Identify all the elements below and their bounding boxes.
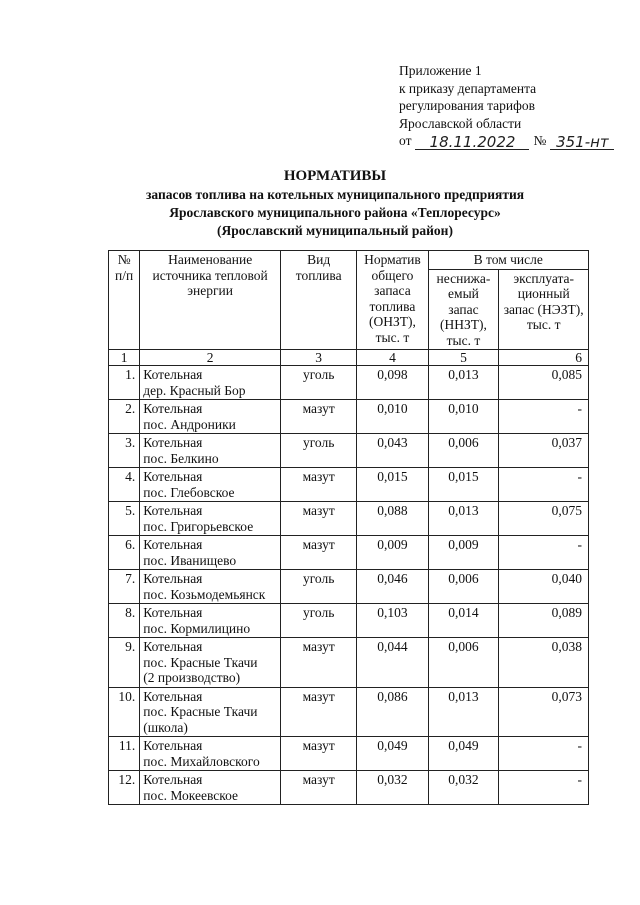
nnzt-value: 0,006 <box>428 638 499 688</box>
onzt-value: 0,088 <box>357 502 428 536</box>
title-line: Ярославского муниципального района «Теплоресурс» <box>169 205 501 220</box>
source-name-line: (2 производство) <box>143 670 241 685</box>
source-name-line: пос. Белкино <box>143 450 219 466</box>
source-name-line: (школа) <box>143 719 188 735</box>
onzt-value: 0,103 <box>357 604 428 638</box>
onzt-value: 0,043 <box>357 434 428 468</box>
source-name <box>140 771 281 805</box>
source-name-line: пос. Козьмодемьянск <box>143 586 266 602</box>
appendix-line: регулирования тарифов <box>399 98 536 113</box>
header-nezt: эксплуата-ционный запас (НЭЗТ), тыс. т <box>499 269 589 350</box>
source-name-line: пос. Григорьевское <box>143 518 254 534</box>
source-name-line: пос. Красные Ткачи <box>143 704 258 719</box>
nezt-value: 0,085 <box>499 366 589 400</box>
table-row <box>109 502 589 536</box>
column-index: 1 <box>109 350 140 366</box>
row-number: 3. <box>109 434 140 468</box>
source-name-line: Котельная <box>143 537 203 552</box>
source-name <box>140 687 281 737</box>
handwritten-number: 351-нт <box>550 135 614 150</box>
onzt-value: 0,046 <box>357 570 428 604</box>
fuel-type: мазут <box>280 638 356 688</box>
nnzt-value: 0,013 <box>428 366 499 400</box>
table-row <box>109 570 589 604</box>
source-name <box>140 400 281 434</box>
table-row <box>109 737 589 771</box>
table-row <box>109 687 589 737</box>
source-name-line: Котельная <box>143 738 203 753</box>
table-row <box>109 400 589 434</box>
column-index: 4 <box>357 350 428 366</box>
row-number: 1. <box>109 366 140 400</box>
nnzt-value: 0,015 <box>428 468 499 502</box>
row-number: 9. <box>109 638 140 688</box>
header-no: № п/п <box>109 251 140 350</box>
table-row <box>109 604 589 638</box>
nezt-value: - <box>499 400 589 434</box>
order-date-number <box>399 132 629 150</box>
header-onzt: Норматив общего запаса топлива (ОНЗТ), тыс. т <box>357 251 428 350</box>
source-name <box>140 604 281 638</box>
table-row <box>109 771 589 805</box>
header-fuel: Вид топлива <box>280 251 356 350</box>
title-line: (Ярославский муниципальный район) <box>217 223 453 238</box>
source-name-line: Котельная <box>143 688 203 704</box>
source-name-line: Котельная <box>143 401 203 416</box>
onzt-value: 0,009 <box>357 536 428 570</box>
source-name-line: Котельная <box>143 367 203 382</box>
onzt-value: 0,044 <box>357 638 428 688</box>
nezt-value: - <box>499 536 589 570</box>
onzt-value: 0,010 <box>357 400 428 434</box>
column-index-row <box>109 350 589 366</box>
fuel-type: уголь <box>280 366 356 400</box>
nnzt-value: 0,009 <box>428 536 499 570</box>
source-name <box>140 502 281 536</box>
source-name-line: Котельная <box>143 469 203 484</box>
nnzt-value: 0,013 <box>428 502 499 536</box>
fuel-type: уголь <box>280 570 356 604</box>
source-name <box>140 536 281 570</box>
handwritten-date: 18.11.2022 <box>415 135 529 150</box>
document-title <box>60 166 610 240</box>
table-row <box>109 366 589 400</box>
source-name <box>140 570 281 604</box>
source-name <box>140 366 281 400</box>
source-name-line: пос. Михайловского <box>143 753 260 769</box>
fuel-reserve-table <box>108 250 589 805</box>
nezt-value: 0,075 <box>499 502 589 536</box>
nezt-value: - <box>499 468 589 502</box>
fuel-type: мазут <box>280 771 356 805</box>
column-index: 3 <box>280 350 356 366</box>
source-name-line: Котельная <box>143 605 203 620</box>
nnzt-value: 0,006 <box>428 570 499 604</box>
nezt-value: 0,040 <box>499 570 589 604</box>
fuel-type: мазут <box>280 536 356 570</box>
nezt-value: 0,089 <box>499 604 589 638</box>
title-main: НОРМАТИВЫ <box>283 168 387 184</box>
source-name-line: дер. Красный Бор <box>143 382 246 398</box>
row-number: 8. <box>109 604 140 638</box>
nnzt-value: 0,032 <box>428 771 499 805</box>
source-name <box>140 434 281 468</box>
source-name-line: Котельная <box>143 772 203 787</box>
table-row <box>109 468 589 502</box>
row-number: 5. <box>109 502 140 536</box>
fuel-type: мазут <box>280 468 356 502</box>
nezt-value: - <box>499 771 589 805</box>
nezt-value: 0,073 <box>499 687 589 737</box>
source-name <box>140 737 281 771</box>
source-name-line: Котельная <box>143 639 203 654</box>
row-number: 12. <box>109 771 140 805</box>
header-group: В том числе <box>428 251 588 270</box>
nnzt-value: 0,010 <box>428 400 499 434</box>
source-name-line: Котельная <box>143 503 203 518</box>
table-header-row <box>109 251 589 270</box>
source-name-line: пос. Красные Ткачи <box>143 654 258 670</box>
source-name-line: пос. Кормилицино <box>143 620 251 636</box>
appendix-line: Ярославской области <box>399 115 522 131</box>
header-nnzt: неснижа-емый запас (ННЗТ), тыс. т <box>428 269 499 350</box>
appendix-line: к приказу департамента <box>399 80 537 96</box>
source-name-line: пос. Глебовское <box>143 484 235 500</box>
nnzt-value: 0,049 <box>428 737 499 771</box>
onzt-value: 0,032 <box>357 771 428 805</box>
row-number: 7. <box>109 570 140 604</box>
appendix-line: Приложение 1 <box>399 63 482 78</box>
number-prefix: № <box>533 133 547 148</box>
nezt-value: 0,038 <box>499 638 589 688</box>
source-name-line: пос. Андроники <box>143 416 236 432</box>
row-number: 6. <box>109 536 140 570</box>
column-index: 2 <box>140 350 281 366</box>
nezt-value: - <box>499 737 589 771</box>
nezt-value: 0,037 <box>499 434 589 468</box>
column-index: 6 <box>499 350 589 366</box>
table-row <box>109 638 589 688</box>
onzt-value: 0,098 <box>357 366 428 400</box>
nnzt-value: 0,014 <box>428 604 499 638</box>
nnzt-value: 0,013 <box>428 687 499 737</box>
source-name-line: Котельная <box>143 571 203 586</box>
source-name-line: Котельная <box>143 435 203 450</box>
row-number: 11. <box>109 737 140 771</box>
row-number: 4. <box>109 468 140 502</box>
date-prefix: от <box>399 133 412 148</box>
title-line: запасов топлива на котельных муниципального предприятия <box>145 187 525 202</box>
fuel-type: мазут <box>280 400 356 434</box>
source-name-line: пос. Иванищево <box>143 552 237 568</box>
fuel-type: мазут <box>280 502 356 536</box>
row-number: 2. <box>109 400 140 434</box>
fuel-type: уголь <box>280 604 356 638</box>
appendix-header <box>399 62 629 150</box>
onzt-value: 0,049 <box>357 737 428 771</box>
source-name <box>140 638 281 688</box>
nnzt-value: 0,006 <box>428 434 499 468</box>
table-body <box>109 366 589 805</box>
fuel-type: мазут <box>280 687 356 737</box>
table-row <box>109 536 589 570</box>
fuel-type: мазут <box>280 737 356 771</box>
column-index: 5 <box>428 350 499 366</box>
onzt-value: 0,015 <box>357 468 428 502</box>
fuel-type: уголь <box>280 434 356 468</box>
onzt-value: 0,086 <box>357 687 428 737</box>
source-name <box>140 468 281 502</box>
table-row <box>109 434 589 468</box>
source-name-line: пос. Мокеевское <box>143 787 239 803</box>
header-name: Наименование источника тепловой энергии <box>140 251 281 350</box>
row-number: 10. <box>109 687 140 737</box>
